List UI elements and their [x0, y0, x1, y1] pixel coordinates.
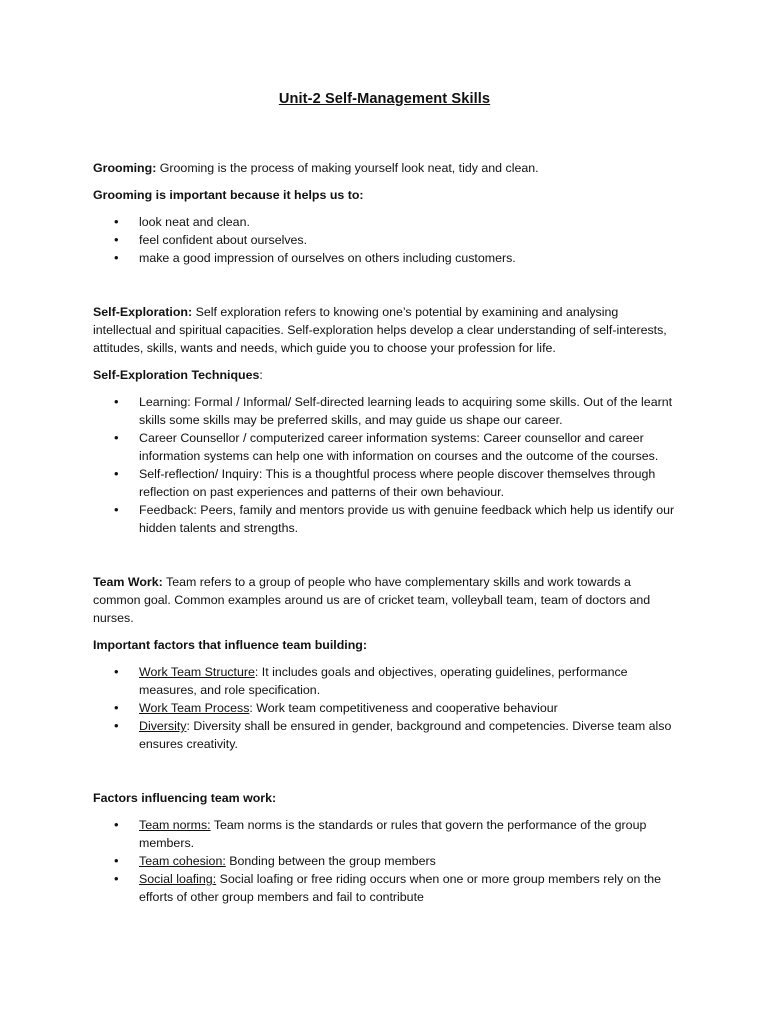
self-exploration-list	[93, 393, 676, 537]
list-item: • make a good impression of ourselves on others including customers.	[93, 249, 676, 267]
self-exploration-definition	[93, 303, 676, 357]
grooming-subheading: Grooming is important because it helps us to:	[93, 188, 364, 202]
self-exploration-text: Self exploration refers to knowing one’s potential by examining and analysing intellectual and spiritual capacities. Self-exploration helps develop a clear understanding of self-interests, attitudes, skills, wants and needs, which guide you to choose your profession for life.	[93, 305, 667, 355]
list-item: • Diversity: Diversity shall be ensured in gender, background and competencies. Diverse team also ensures creativity.	[93, 717, 676, 753]
list-item: • Learning: Formal / Informal/ Self-directed learning leads to acquiring some skills. Out of the learnt skills some skills may be preferred skills, and may guide us shape our career.	[93, 393, 676, 429]
list-item: • Career Counsellor / computerized career information systems: Career counsellor and career information systems can help one with information on courses and the outcome of the courses.	[93, 429, 676, 465]
team-building-list	[93, 663, 676, 753]
list-item: • Team norms: Team norms is the standards or rules that govern the performance of the group members.	[93, 816, 676, 852]
self-exploration-subheading: Self-Exploration Techniques:	[93, 368, 263, 382]
term: Team cohesion:	[139, 854, 226, 868]
team-work-definition	[93, 573, 676, 627]
term: Diversity	[139, 719, 187, 733]
team-work-label: Team Work:	[93, 575, 163, 589]
page-title: Unit-2 Self-Management Skills	[278, 91, 491, 107]
list-item: • Social loafing: Social loafing or free riding occurs when one or more group members rely on the efforts of other group members and fail to contribute	[93, 870, 676, 906]
term: Work Team Process	[139, 701, 250, 715]
term: Work Team Structure	[139, 665, 255, 679]
team-work-text: Team refers to a group of people who have complementary skills and work towards a common goal. Common examples around us are of cricket team, volleyball team, team of doctors and nurses.	[93, 575, 651, 625]
grooming-definition	[93, 159, 676, 177]
term: Team norms:	[139, 818, 211, 832]
grooming-text: Grooming is the process of making yourself look neat, tidy and clean.	[156, 161, 539, 175]
list-item: • Work Team Process: Work team competitiveness and cooperative behaviour	[93, 699, 676, 717]
list-item: • Feedback: Peers, family and mentors provide us with genuine feedback which help us identify our hidden talents and strengths.	[93, 501, 676, 537]
list-item: • Team cohesion: Bonding between the group members	[93, 852, 676, 870]
factors-heading: Factors influencing team work:	[93, 791, 277, 805]
grooming-list	[93, 213, 676, 267]
self-exploration-label: Self-Exploration:	[93, 305, 193, 319]
grooming-label: Grooming:	[93, 161, 157, 175]
term: Social loafing:	[139, 872, 217, 886]
list-item: • Self-reflection/ Inquiry: This is a thoughtful process where people discover themselves through reflection on past experiences and patterns of their own behaviour.	[93, 465, 676, 501]
list-item: • look neat and clean.	[93, 213, 676, 231]
list-item: • Work Team Structure: It includes goals and objectives, operating guidelines, performance measures, and role specification.	[93, 663, 676, 699]
list-item: • feel confident about ourselves.	[93, 231, 676, 249]
team-building-subheading: Important factors that influence team building:	[93, 638, 367, 652]
factors-list	[93, 816, 676, 906]
